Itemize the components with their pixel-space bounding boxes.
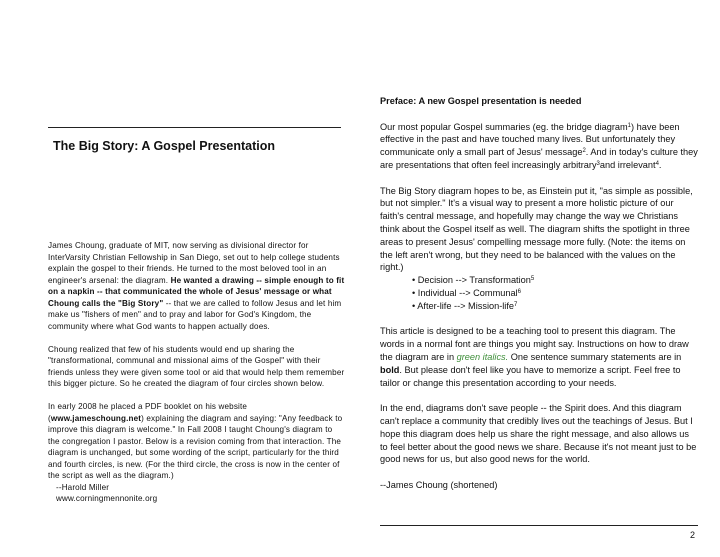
list-item: • Decision --> Transformation$^5$ [412,275,535,286]
author-signature: --James Choung (shortened) [380,479,498,490]
footnote-3[interactable]: 3 [596,160,600,167]
shift-list [380,274,698,312]
signature-website[interactable]: www.corningmennonite.org [56,494,158,503]
footnote-1[interactable]: 1 [627,122,632,129]
right-column [380,95,698,505]
bold-word: bold [380,364,400,375]
footnote-5[interactable]: 5 [530,276,535,283]
footnote-4[interactable]: 4 [655,160,659,167]
list-item: • After-life --> Mission-life$^7$ [412,300,518,311]
left-top-rule [48,127,341,128]
choung-website-link[interactable]: www.jameschoung.net [50,413,142,423]
big-story-paragraph: The Big Story diagram hopes to be, as Einstein put it, "as simple as possible, but not simpler." It's a visual way to present a more holistic picture of our faith's central message, and hopefully may change the way we Christians think about the Gospel itself as well. The diagram shifts the spotlight in three areas to present Jesus' compelling message more fully. (Note: the items on the left aren't wrong, but they need to be balanced with the values on the right.) [380,185,693,273]
signature-name: --Harold Miller [56,482,110,492]
footnote-7[interactable]: 7 [514,301,518,308]
preface-heading: Preface: A new Gospel presentation is needed [380,96,582,106]
closing-paragraph: In the end, diagrams don't save people -- the Spirit does. And this diagram can't replace a community that credibly lives out the teachings of Jesus. But I hope this diagram does help us share the right message, and also allows us to feel better about the good news we share. Because it's not meant just to be good news for us, but also good news for the world. [380,403,697,465]
intro-paragraph: James Choung, graduate of MIT, now serving as divisional director for InterVarsity Christian Fellowship in San Diego, set out to help college students explain the gospel to their friends. He turned to the most beloved tool in an engineer's arsenal: the diagram. He wanted a drawing -- simple enough to fit on a napkin -- that communicated the whole of Jesus' message or what Choung calls the "Big Story" -- that we are called to follow Jesus and let him make us "fishers of men" and to pray and labor for God's Kingdom, the community where what God wants to happen actually does. [48,241,345,331]
page-title: The Big Story: A Gospel Presentation [53,139,276,153]
green-italics-text: green italics. [456,351,509,362]
footer-rule [380,525,698,526]
teaching-tool-paragraph: This article is designed to be a teaching tool to present this diagram. The words in a normal font are things you might say. Instructions on how to draw the diagram are in green italics. One sentence summary statements are in bold. But please don't feel like you have to memorize a script. Feel free to tailor or change this presentation according to your needs. [380,326,689,388]
footnote-6[interactable]: 6 [517,288,521,295]
choung-paragraph: Choung realized that few of his students would end up sharing the "transformational, communal and missional aims of the Gospel" with their friends unless they were given some tool or aid that would help them remember this bigger picture. So he created the diagram of four circles shown below. [48,344,345,388]
page-number: 2 [690,530,696,540]
list-item: • Individual --> Communal$^6$ [412,287,521,298]
left-column [48,240,345,505]
footnote-2[interactable]: 2 [582,148,586,155]
bold-statement: He wanted a drawing -- simple enough to fit on a napkin -- that communicated the whole of Jesus' message or what Choung calls the "Big Story" [48,275,345,308]
history-paragraph: In early 2008 he placed a PDF booklet on his website (www.jameschoung.net) explaining the diagram and saying: "Any feedback to improve this diagram is welcome." In Fall 2008 I taught Choung's diagram to the congregation I pastor. Below is a revision coming from that interaction. The diagram is unchanged, but some wording of the script, particularly for the third and fourth circles, is new. (For the third circle, the cross is now in the center of the script as well as the diagram.) [48,402,343,480]
preface-paragraph: Our most popular Gospel summaries (eg. the bridge diagram$^1$) have been effective in the past and have touched many lives. But unfortunately they communicate only a small part of Jesus' message$^2$. And in today's culture they are presentations that often feel increasingly arbitrary$^3$and irrelevant$^4$. [380,121,698,170]
